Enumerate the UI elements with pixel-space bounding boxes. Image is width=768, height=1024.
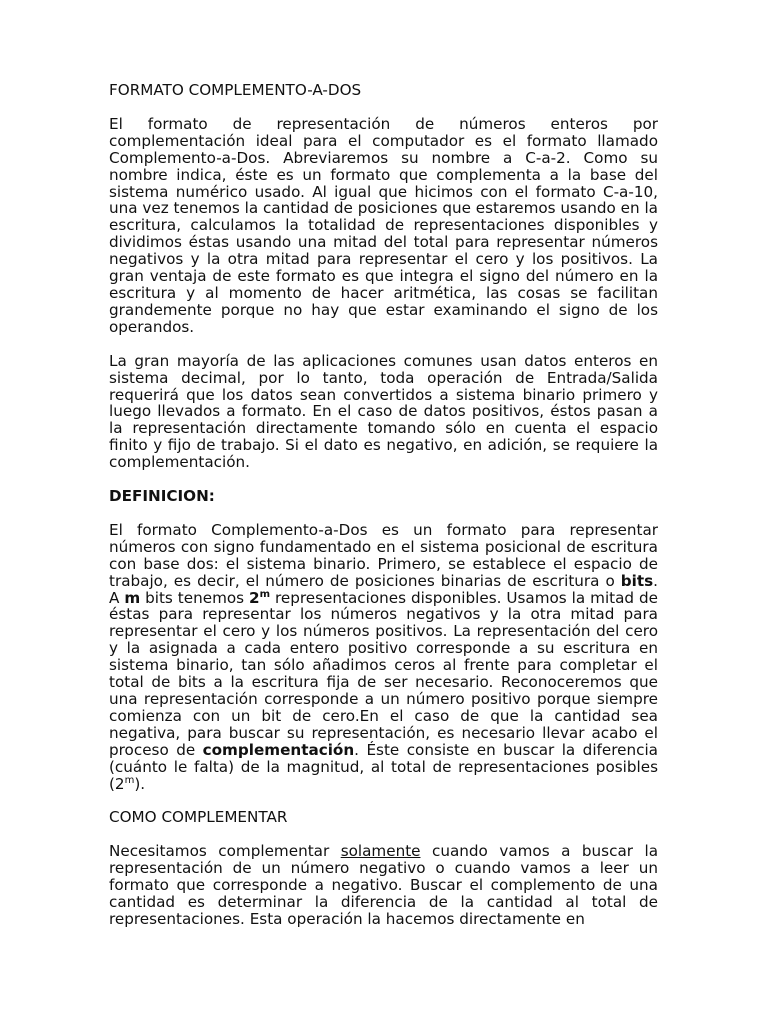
solamente-term: solamente: [340, 842, 421, 861]
m-term: m: [124, 588, 141, 607]
como-paragraph: [109, 843, 658, 928]
document-title: FORMATO COMPLEMENTO-A-DOS: [109, 81, 362, 99]
definicion-text-6: ).: [134, 774, 146, 793]
bits-term: bits: [620, 571, 654, 590]
definicion-text-1: El formato Complemento-a-Dos es un formato para representar números con signo fundamentado en el sistema posicional de escritura con base dos: el sistema binario. Primero, se establece el espacio de trabajo, es decir, el número de posiciones binarias de escritura o: [109, 520, 658, 590]
definicion-text-2: . A: [109, 571, 658, 607]
definicion-text-4: representaciones disponibles. Usamos la mitad de éstas para representar los números negativos y la otra mitad para representar el cero y los números positivos. La representación del cero y la asignada a cada entero positivo corresponde a su escritura en sistema binario, tan sólo añadimos ceros al frente para completar el total de bits a la escritura fija de ser necesario. Reconoceremos que una representación corresponde a un número positivo porque siempre comienza con un bit de cero.En el caso de que la cantidad sea negativa, para buscar su representación, es necesario llevar acabo el proceso de: [109, 588, 658, 759]
complementacion-term: complementación: [202, 740, 355, 759]
exponent-m-2: m: [124, 774, 135, 786]
como-text-2: cuando vamos a buscar la representación de un número negativo o cuando vamos a leer un formato que corresponde a negativo. Buscar el complemento de una cantidad es determinar la diferencia de la cantidad al total de representaciones. Esta operación la hacemos directamente en: [109, 842, 659, 928]
document-page: [109, 82, 658, 945]
intro-paragraph-2: La gran mayoría de las aplicaciones comunes usan datos enteros en sistema decimal, por lo tanto, toda operación de Entrada/Salida requerirá que los datos sean convertidos a sistema binario primero y luego llevados a formato. En el caso de datos positivos, éstos pasan a la representación directamente tomando sólo en cuenta el espacio finito y fijo de trabajo. Si el dato es negativo, en adición, se requiere la complementación.: [109, 351, 658, 472]
definicion-paragraph: [109, 522, 658, 793]
definicion-text-5: . Éste consiste en buscar la diferencia (cuánto le falta) de la magnitud, al total de representaciones posibles (2: [109, 740, 658, 793]
como-text-1: Necesitamos complementar: [109, 842, 341, 861]
definicion-text-3: bits tenemos: [140, 588, 250, 607]
exponent-m: m: [259, 588, 271, 600]
intro-paragraph-1: El formato de representación de números enteros por complementación ideal para el computador es el formato llamado Complemento-a-Dos. Abreviaremos su nombre a C-a-2. Como su nombre indica, éste es un formato que complementa a la base del sistema numérico usado. Al igual que hicimos con el formato C-a-10, una vez tenemos la cantidad de posiciones que estaremos usando en la escritura, calculamos la totalidad de representaciones disponibles y dividimos éstas usando una mitad del total para representar números negativos y la otra mitad para representar el cero y los positivos. La gran ventaja de este formato es que integra el signo del número en la escritura y al momento de hacer aritmética, las cosas se facilitan grandemente porque no hay que estar examinando el signo de los operandos.: [109, 114, 658, 336]
two-power-m: [249, 589, 270, 607]
como-heading: COMO COMPLEMENTAR: [109, 808, 288, 827]
two-base: 2: [249, 588, 260, 607]
definicion-heading: DEFINICION:: [109, 487, 215, 506]
